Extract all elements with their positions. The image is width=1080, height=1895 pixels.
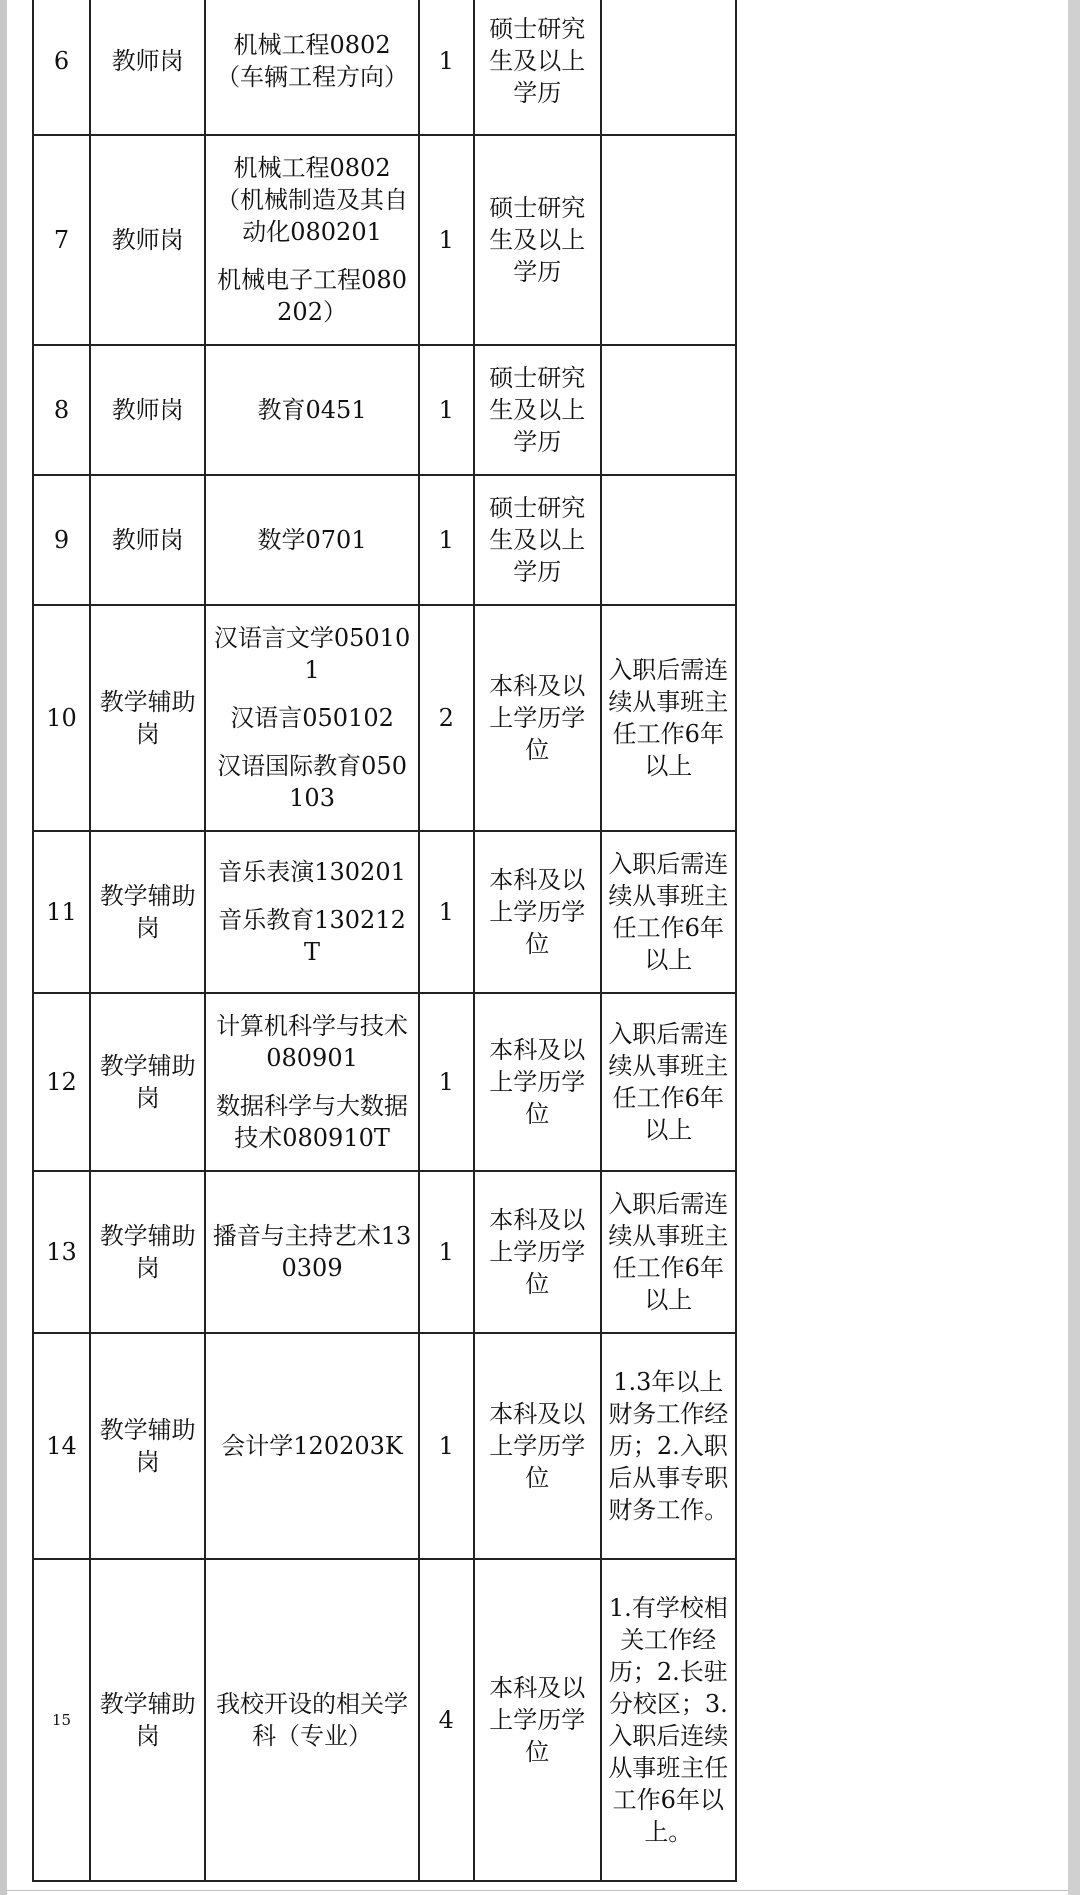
major-cell	[205, 475, 419, 605]
table-row	[33, 1333, 736, 1559]
table-row	[33, 475, 736, 605]
note-cell	[601, 475, 736, 605]
major-item: 教育0451	[257, 396, 367, 424]
major-cell	[205, 345, 419, 475]
post-type: 教学辅助岗	[90, 605, 205, 831]
major-item: 机械工程0802（机械制造及其自动化080201	[216, 154, 409, 246]
major-item: 汉语言050102	[230, 704, 394, 732]
headcount: 1	[419, 475, 474, 605]
table-row	[33, 1559, 736, 1881]
note-cell	[601, 345, 736, 475]
education-requirement: 本科及以上学历学位	[474, 831, 601, 993]
post-type: 教学辅助岗	[90, 1559, 205, 1881]
post-type: 教学辅助岗	[90, 831, 205, 993]
major-item: 汉语言文学050101	[213, 624, 411, 684]
table-row	[33, 345, 736, 475]
education-requirement: 本科及以上学历学位	[474, 605, 601, 831]
recruitment-table	[32, 0, 737, 1882]
major-cell	[205, 135, 419, 345]
education-requirement: 本科及以上学历学位	[474, 1333, 601, 1559]
note-cell: 入职后需连续从事班主任工作6年以上	[601, 605, 736, 831]
major-cell	[205, 993, 419, 1171]
headcount: 1	[419, 831, 474, 993]
table-row	[33, 993, 736, 1171]
education-requirement: 硕士研究生及以上学历	[474, 475, 601, 605]
education-requirement: 硕士研究生及以上学历	[474, 0, 601, 135]
row-number: 14	[33, 1333, 90, 1559]
row-number: 13	[33, 1171, 90, 1333]
table-row	[33, 605, 736, 831]
post-type: 教学辅助岗	[90, 993, 205, 1171]
education-requirement: 本科及以上学历学位	[474, 993, 601, 1171]
row-number: 15	[33, 1559, 90, 1881]
table-row	[33, 1171, 736, 1333]
post-type: 教师岗	[90, 0, 205, 135]
table-row	[33, 831, 736, 993]
page-bottom-divider	[7, 1890, 1068, 1891]
major-cell	[205, 0, 419, 135]
note-cell	[601, 135, 736, 345]
education-requirement: 硕士研究生及以上学历	[474, 345, 601, 475]
major-item: 机械工程0802（车辆工程方向）	[216, 31, 409, 91]
note-cell: 1.有学校相关工作经历；2.长驻分校区；3.入职后连续从事班主任工作6年以上。	[601, 1559, 736, 1881]
table-row	[33, 0, 736, 135]
major-cell	[205, 1171, 419, 1333]
row-number: 11	[33, 831, 90, 993]
major-item: 我校开设的相关学科（专业）	[216, 1690, 409, 1750]
row-number: 12	[33, 993, 90, 1171]
row-number: 8	[33, 345, 90, 475]
major-item: 汉语国际教育050103	[217, 752, 407, 812]
note-cell: 入职后需连续从事班主任工作6年以上	[601, 831, 736, 993]
headcount: 1	[419, 0, 474, 135]
left-edge	[0, 0, 7, 1895]
right-edge	[1068, 0, 1080, 1895]
major-item: 数据科学与大数据技术080910T	[216, 1092, 409, 1152]
major-item: 机械电子工程080202）	[217, 266, 407, 326]
headcount: 1	[419, 1171, 474, 1333]
row-number: 6	[33, 0, 90, 135]
major-item: 数学0701	[257, 526, 367, 554]
headcount: 1	[419, 135, 474, 345]
note-cell	[601, 0, 736, 135]
major-item: 音乐表演130201	[218, 858, 406, 886]
major-cell	[205, 831, 419, 993]
row-number: 9	[33, 475, 90, 605]
post-type: 教学辅助岗	[90, 1171, 205, 1333]
major-item: 会计学120203K	[221, 1432, 403, 1460]
major-cell	[205, 1559, 419, 1881]
headcount: 4	[419, 1559, 474, 1881]
note-cell: 入职后需连续从事班主任工作6年以上	[601, 1171, 736, 1333]
education-requirement: 本科及以上学历学位	[474, 1171, 601, 1333]
major-cell	[205, 1333, 419, 1559]
education-requirement: 本科及以上学历学位	[474, 1559, 601, 1881]
major-item: 计算机科学与技术080901	[216, 1012, 409, 1072]
note-cell: 入职后需连续从事班主任工作6年以上	[601, 993, 736, 1171]
post-type: 教学辅助岗	[90, 1333, 205, 1559]
row-number: 10	[33, 605, 90, 831]
post-type: 教师岗	[90, 475, 205, 605]
headcount: 1	[419, 1333, 474, 1559]
major-item: 音乐教育130212T	[218, 906, 406, 966]
row-number: 7	[33, 135, 90, 345]
headcount: 1	[419, 993, 474, 1171]
table-row	[33, 135, 736, 345]
major-item: 播音与主持艺术130309	[212, 1222, 412, 1282]
headcount: 1	[419, 345, 474, 475]
note-cell: 1.3年以上财务工作经历；2.入职后从事专职财务工作。	[601, 1333, 736, 1559]
post-type: 教师岗	[90, 135, 205, 345]
post-type: 教师岗	[90, 345, 205, 475]
headcount: 2	[419, 605, 474, 831]
education-requirement: 硕士研究生及以上学历	[474, 135, 601, 345]
major-cell	[205, 605, 419, 831]
